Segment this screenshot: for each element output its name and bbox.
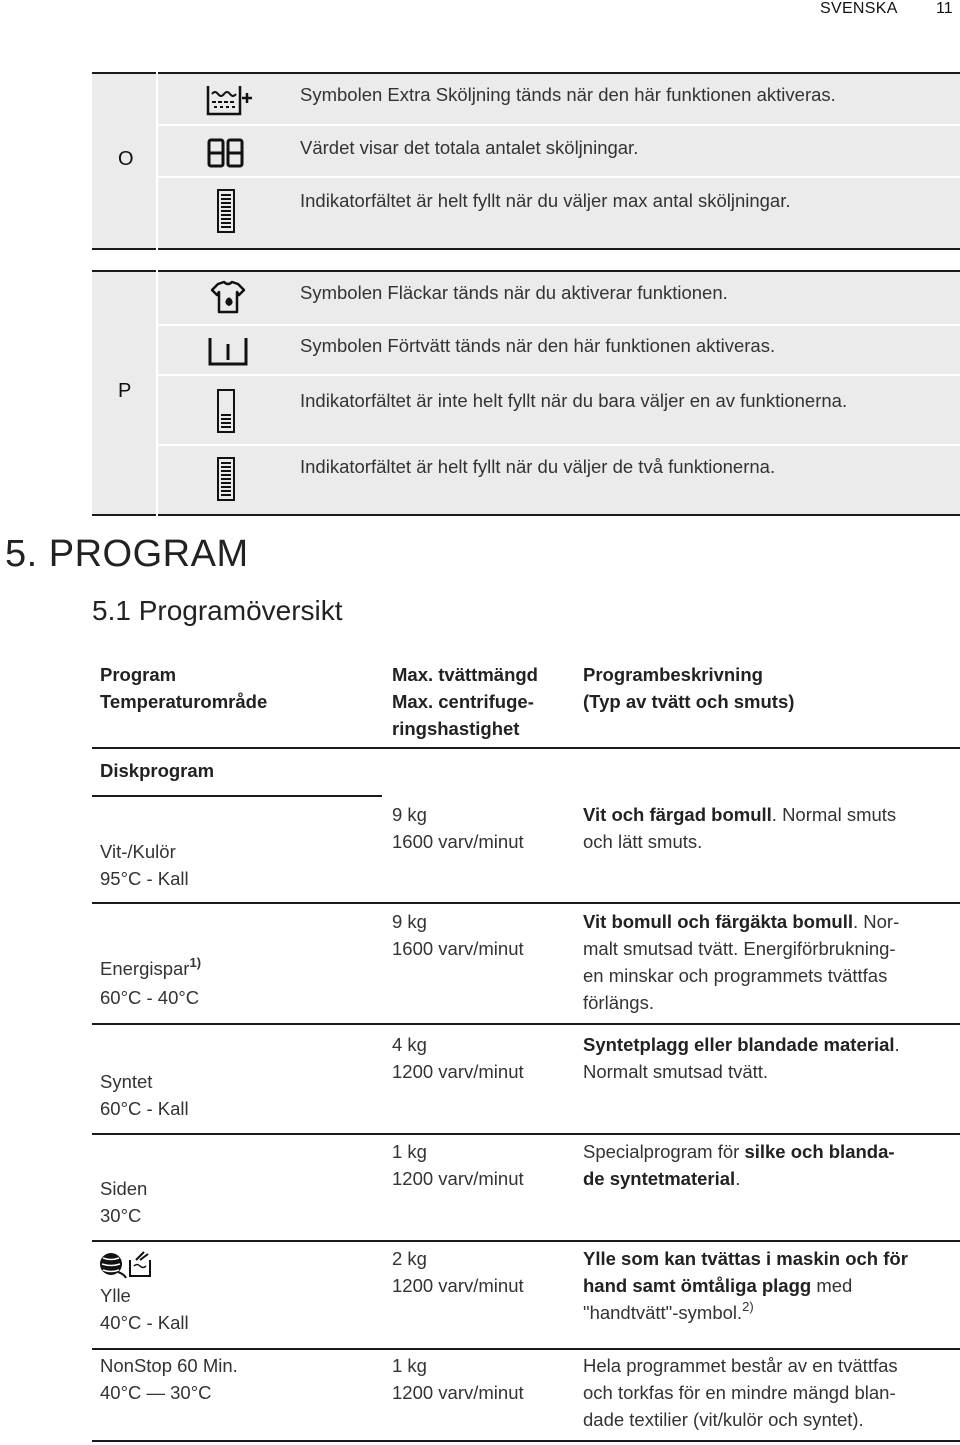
description-line <box>583 801 896 828</box>
description-line <box>583 1165 895 1192</box>
description-line <box>583 935 899 962</box>
table-header-capacity: Max. tvättmängd Max. centrifuge- ringshastighet <box>392 664 538 739</box>
table-header-description: Programbeskrivning (Typ av tvätt och smuts) <box>583 664 795 712</box>
description-run: Normalt smutsad tvätt. <box>583 1061 769 1082</box>
divider <box>156 270 158 516</box>
digit-display-icon <box>204 134 254 174</box>
description-run: och lätt smuts. <box>583 831 703 852</box>
divider <box>92 270 960 272</box>
description-line <box>583 1138 895 1165</box>
description-run: Hela programmet består av en tvättfas <box>583 1355 898 1376</box>
description-line <box>583 1031 900 1058</box>
description-line <box>583 1406 898 1433</box>
footnote-marker: 2) <box>742 1299 754 1314</box>
full-bar-indicator-icon <box>204 186 254 236</box>
description-line <box>583 989 899 1016</box>
description-line <box>583 1245 908 1272</box>
divider <box>158 374 960 376</box>
table-row-program: NonStop 60 Min. 40°C — 30°C <box>100 1355 238 1403</box>
description-run: Syntetplagg eller blandade material <box>583 1034 895 1055</box>
divider <box>92 514 960 516</box>
description-line <box>583 828 896 855</box>
description-line <box>583 1272 908 1299</box>
table-group-label: Diskprogram <box>100 760 215 781</box>
description-run: Vit och färgad bomull <box>583 804 772 825</box>
section-title: 5. PROGRAM <box>5 533 249 575</box>
indicator-text: Indikatorfältet är inte helt fyllt när du bara väljer en av funktionerna. <box>300 390 848 411</box>
table-row-description <box>583 1138 895 1192</box>
table-header-program: Program Temperaturområde <box>100 664 268 712</box>
indicator-text: Symbolen Förtvätt tänds när den här funktionen aktiveras. <box>300 335 776 356</box>
table-row-description <box>583 1352 898 1433</box>
description-run: en minskar och programmets tvättfas <box>583 965 888 986</box>
indicator-text: Symbolen Fläckar tänds när du aktiverar funktionen. <box>300 282 728 303</box>
description-run: de syntetmaterial <box>583 1168 736 1189</box>
indicator-text: Värdet visar det totala antalet sköljningar. <box>300 137 639 158</box>
description-run: Specialprogram för <box>583 1141 745 1162</box>
indicator-table-o <box>92 72 960 250</box>
stain-shirt-icon <box>204 278 254 318</box>
description-run: dade textilier (vit/kulör och syntet). <box>583 1409 864 1430</box>
table-row-program: Syntet 60°C - Kall <box>100 1071 189 1119</box>
divider <box>158 324 960 326</box>
divider <box>92 902 960 904</box>
divider <box>92 1348 960 1350</box>
divider <box>158 124 960 126</box>
extra-rinse-icon <box>204 78 254 118</box>
description-line <box>583 1352 898 1379</box>
divider <box>156 72 158 250</box>
wool-handwash-icon <box>98 1248 156 1280</box>
description-line <box>583 1058 900 1085</box>
description-run: med <box>811 1275 853 1296</box>
description-run: silke och blanda- <box>744 1141 895 1162</box>
full-bar-indicator-icon <box>204 454 254 504</box>
description-run: förlängs. <box>583 992 654 1013</box>
divider <box>92 747 960 749</box>
indicator-letter-o: O <box>118 148 134 170</box>
table-row-program: Energispar$^{1)}$ 60°C - 40°C <box>100 955 202 1008</box>
table-row-capacity: 9 kg 1600 varv/minut <box>392 804 524 852</box>
half-bar-indicator-icon <box>204 384 254 436</box>
table-row-capacity: 9 kg 1600 varv/minut <box>392 911 524 959</box>
table-row-capacity: 4 kg 1200 varv/minut <box>392 1034 524 1082</box>
description-run: "handtvätt"-symbol. <box>583 1302 743 1323</box>
indicator-text: Indikatorfältet är helt fyllt när du väljer de två funktionerna. <box>300 456 776 477</box>
prewash-tub-icon <box>204 330 254 370</box>
description-run: och torkfas för en mindre mängd blan- <box>583 1382 896 1403</box>
description-line <box>583 1299 908 1328</box>
divider <box>92 1440 960 1442</box>
indicator-text: Symbolen Extra Sköljning tänds när den här funktionen aktiveras. <box>300 84 836 105</box>
table-row-capacity: 1 kg 1200 varv/minut <box>392 1355 524 1403</box>
indicator-text: Indikatorfältet är helt fyllt när du väljer max antal sköljningar. <box>300 190 791 211</box>
page-header <box>0 0 960 20</box>
description-line <box>583 908 899 935</box>
description-line <box>583 962 899 989</box>
description-run: Vit bomull och färgäkta bomull <box>583 911 853 932</box>
indicator-table-p <box>92 270 960 516</box>
divider <box>92 795 382 797</box>
divider <box>158 444 960 446</box>
table-row-description <box>583 1245 908 1328</box>
divider <box>158 176 960 178</box>
table-row-program: Vit-/Kulör 95°C - Kall <box>100 841 189 889</box>
description-run: hand samt ömtåliga plagg <box>583 1275 812 1296</box>
divider <box>92 248 960 250</box>
table-row-capacity: 2 kg 1200 varv/minut <box>392 1248 524 1296</box>
description-line <box>583 1379 898 1406</box>
table-row-description <box>583 908 899 1016</box>
indicator-letter-p: P <box>118 380 132 402</box>
divider <box>92 1023 960 1025</box>
table-row-description <box>583 1031 900 1085</box>
page-number: 11 <box>936 0 953 17</box>
divider <box>92 1240 960 1242</box>
description-run: . <box>894 1034 900 1055</box>
table-row-capacity: 1 kg 1200 varv/minut <box>392 1141 524 1189</box>
description-run: . <box>735 1168 741 1189</box>
header-language: SVENSKA <box>820 0 898 17</box>
description-run: Ylle som kan tvättas i maskin och för <box>583 1248 908 1269</box>
description-run: . Normal smuts <box>771 804 897 825</box>
table-row-program: Siden 30°C <box>100 1178 148 1226</box>
description-run: malt smutsad tvätt. Energiförbrukning- <box>583 938 896 959</box>
divider <box>92 72 960 74</box>
divider <box>92 1133 960 1135</box>
table-row-program: Ylle 40°C - Kall <box>100 1285 189 1333</box>
description-run: . Nor- <box>853 911 900 932</box>
section-subtitle: 5.1 Programöversikt <box>92 595 343 626</box>
table-row-description <box>583 801 896 855</box>
